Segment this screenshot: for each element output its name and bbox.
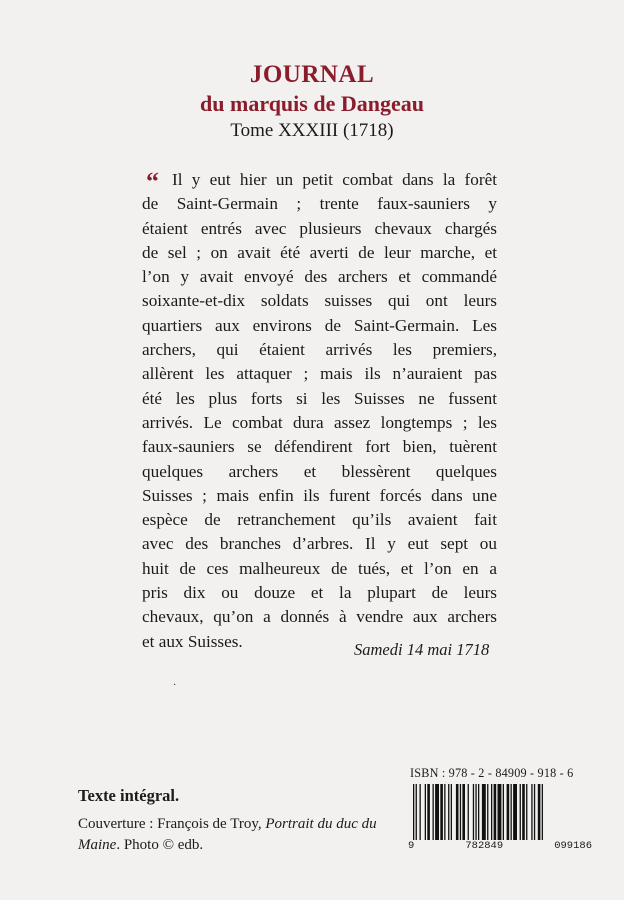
- cover-credit-suffix: . Photo © edb.: [116, 837, 204, 853]
- cover-credit: [78, 814, 408, 856]
- book-title: JOURNAL: [249, 61, 375, 88]
- barcode-icon: [413, 784, 589, 840]
- quote-line: pris dix ou douze et la plupart de leurs: [142, 583, 497, 603]
- quote-line: huit de ces malheureux de tués, et l’on en a: [142, 558, 497, 578]
- quote-line: arrivés. Le combat dura assez longtemps ; les: [142, 412, 497, 432]
- quote-line: l’on y avait envoyé des archers et commandé: [142, 267, 497, 287]
- quote-line: été les plus forts si les Suisses ne fussent: [142, 388, 497, 408]
- quote-line: archers, qui étaient arrivés les premiers,: [142, 340, 497, 360]
- quote-line: de Saint-Germain ; trente faux-sauniers y: [142, 194, 497, 214]
- quote-line: faux-sauniers se défendirent fort bien, tuèrent: [142, 437, 497, 457]
- quote-date: Samedi 14 mai 1718: [354, 640, 490, 659]
- quote-line: de sel ; on avait été averti de leur marche, et: [142, 242, 497, 262]
- quote-line: espèce de retranchement qu’ils avaient fait: [142, 510, 497, 530]
- quote-line: Suisses ; mais enfin ils furent forcés dans une: [142, 485, 497, 505]
- book-subtitle: du marquis de Dangeau: [200, 91, 424, 116]
- quote-line: chevaux, qu’on a donnés à vendre aux archers: [142, 607, 497, 627]
- quote-block: [142, 168, 497, 654]
- quote-line: quartiers aux environs de Saint-Germain. Les: [142, 315, 497, 335]
- title-block: [0, 60, 624, 144]
- quote-line: soixante-et-dix soldats suisses qui ont leurs: [142, 291, 497, 311]
- integral-label: Texte intégral.: [78, 786, 180, 805]
- quote-line: quelques archers et blessèrent quelques: [142, 461, 497, 481]
- isbn-label: ISBN : 978 - 2 - 84909 - 918 - 6: [410, 766, 574, 780]
- volume-label: Tome XXXIII (1718): [230, 120, 394, 141]
- quote-line: et aux Suisses.: [142, 631, 243, 651]
- quote-line: allèrent les attaquer ; mais ils n’auraient pas: [142, 364, 497, 384]
- cover-credit-work: Portrait du duc du Maine: [78, 816, 377, 853]
- cover-credit-prefix: Couverture : François de Troy,: [78, 816, 266, 832]
- quote-line: Il y eut hier un petit combat dans la forêt: [172, 170, 497, 189]
- credits-block: [78, 784, 408, 856]
- barcode-digits: [408, 840, 592, 852]
- quote-line: avec des branches d’arbres. Il y eut sept ou: [142, 534, 497, 554]
- open-quote-icon: “: [146, 167, 159, 196]
- barcode-digit-first: 9: [408, 840, 415, 852]
- quote-text: [142, 168, 497, 654]
- stray-dot: ·: [173, 680, 177, 691]
- barcode-digit-left: 782849: [465, 840, 504, 852]
- quote-line: étaient entrés avec plusieurs chevaux chargés: [142, 218, 497, 238]
- barcode-digit-right: 099186: [554, 840, 592, 852]
